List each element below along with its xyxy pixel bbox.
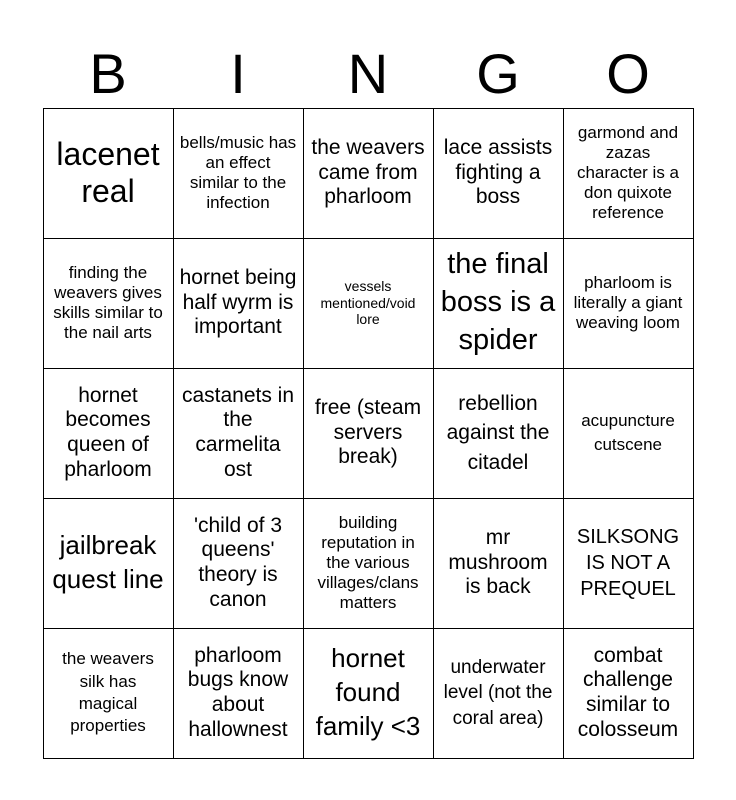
bingo-title [43,40,693,108]
bingo-cell-r1c1[interactable] [43,108,174,239]
bingo-cell-text: pharloom bugs know about hallownest [187,643,289,741]
bingo-cell-text: hornet becomes queen of pharloom [64,383,152,481]
bingo-cell-text: the weavers came from pharloom [311,136,425,209]
bingo-cell-r4c4[interactable] [433,498,564,629]
bingo-cell-r3c1[interactable] [43,368,174,499]
bingo-cell-text: pharloom is literally a giant weaving loom [573,273,683,332]
title-letter-g: G [476,42,520,105]
bingo-cell-r3c2[interactable] [173,368,304,499]
bingo-cell-text: the weavers silk has magical properties [62,649,154,736]
bingo-cell-r5c4[interactable] [433,628,564,759]
bingo-cell-r2c5[interactable] [563,238,694,369]
bingo-cell-text: finding the weavers gives skills similar to the nail arts [53,263,163,342]
bingo-cell-text: bells/music has an effect similar to the infection [179,133,297,212]
bingo-cell-r1c2[interactable] [173,108,304,239]
bingo-cell-text: combat challenge similar to colosseum [577,643,679,741]
bingo-cell-r1c5[interactable] [563,108,694,239]
bingo-cell-r2c1[interactable] [43,238,174,369]
bingo-cell-text: SILKSONG IS NOT A PREQUEL [576,526,680,600]
bingo-cell-text: jailbreak quest line [52,530,164,594]
bingo-cell-r3c3[interactable] [303,368,434,499]
bingo-cell-text: vessels mentioned/void lore [320,278,416,328]
bingo-cell-text: acupuncture cutscene [581,411,675,454]
bingo-cell-r4c2[interactable] [173,498,304,629]
bingo-cell-r2c4[interactable] [433,238,564,369]
bingo-cell-r5c2[interactable] [173,628,304,759]
bingo-cell-text: garmond and zazas character is a don quixote reference [576,123,680,222]
bingo-cell-r4c3[interactable] [303,498,434,629]
bingo-cell-r1c3[interactable] [303,108,434,239]
bingo-cell-text: hornet found family <3 [315,643,421,741]
bingo-cell-text: building reputation in the various villages/clans matters [317,513,419,612]
bingo-cell-r3c4[interactable] [433,368,564,499]
bingo-cell-r3c5[interactable] [563,368,694,499]
bingo-board [43,108,693,758]
bingo-cell-r1c4[interactable] [433,108,564,239]
title-letter-b: B [89,42,127,105]
bingo-cell-text: lacenet real [56,135,160,209]
bingo-cell-text: underwater level (not the coral area) [443,656,553,729]
title-letter-n: N [347,42,389,105]
bingo-cell-r2c3[interactable] [303,238,434,369]
bingo-cell-text: hornet being half wyrm is important [179,266,297,339]
bingo-cell-text: 'child of 3 queens' theory is canon [193,513,283,611]
bingo-cell-text: free (steam servers break) [314,396,422,469]
bingo-cell-r5c1[interactable] [43,628,174,759]
bingo-cell-r4c5[interactable] [563,498,694,629]
bingo-cell-r4c1[interactable] [43,498,174,629]
bingo-cell-r5c5[interactable] [563,628,694,759]
title-letter-i: I [230,42,246,105]
bingo-cell-text: rebellion against the citadel [446,391,550,474]
bingo-cell-r2c2[interactable] [173,238,304,369]
bingo-cell-r5c3[interactable] [303,628,434,759]
bingo-cell-text: mr mushroom is back [448,526,548,599]
bingo-cell-text: castanets in the carmelita ost [181,383,295,481]
title-letter-o: O [606,42,650,105]
bingo-cell-text: lace assists fighting a boss [443,136,553,209]
bingo-cell-text: the final boss is a spider [440,248,556,356]
